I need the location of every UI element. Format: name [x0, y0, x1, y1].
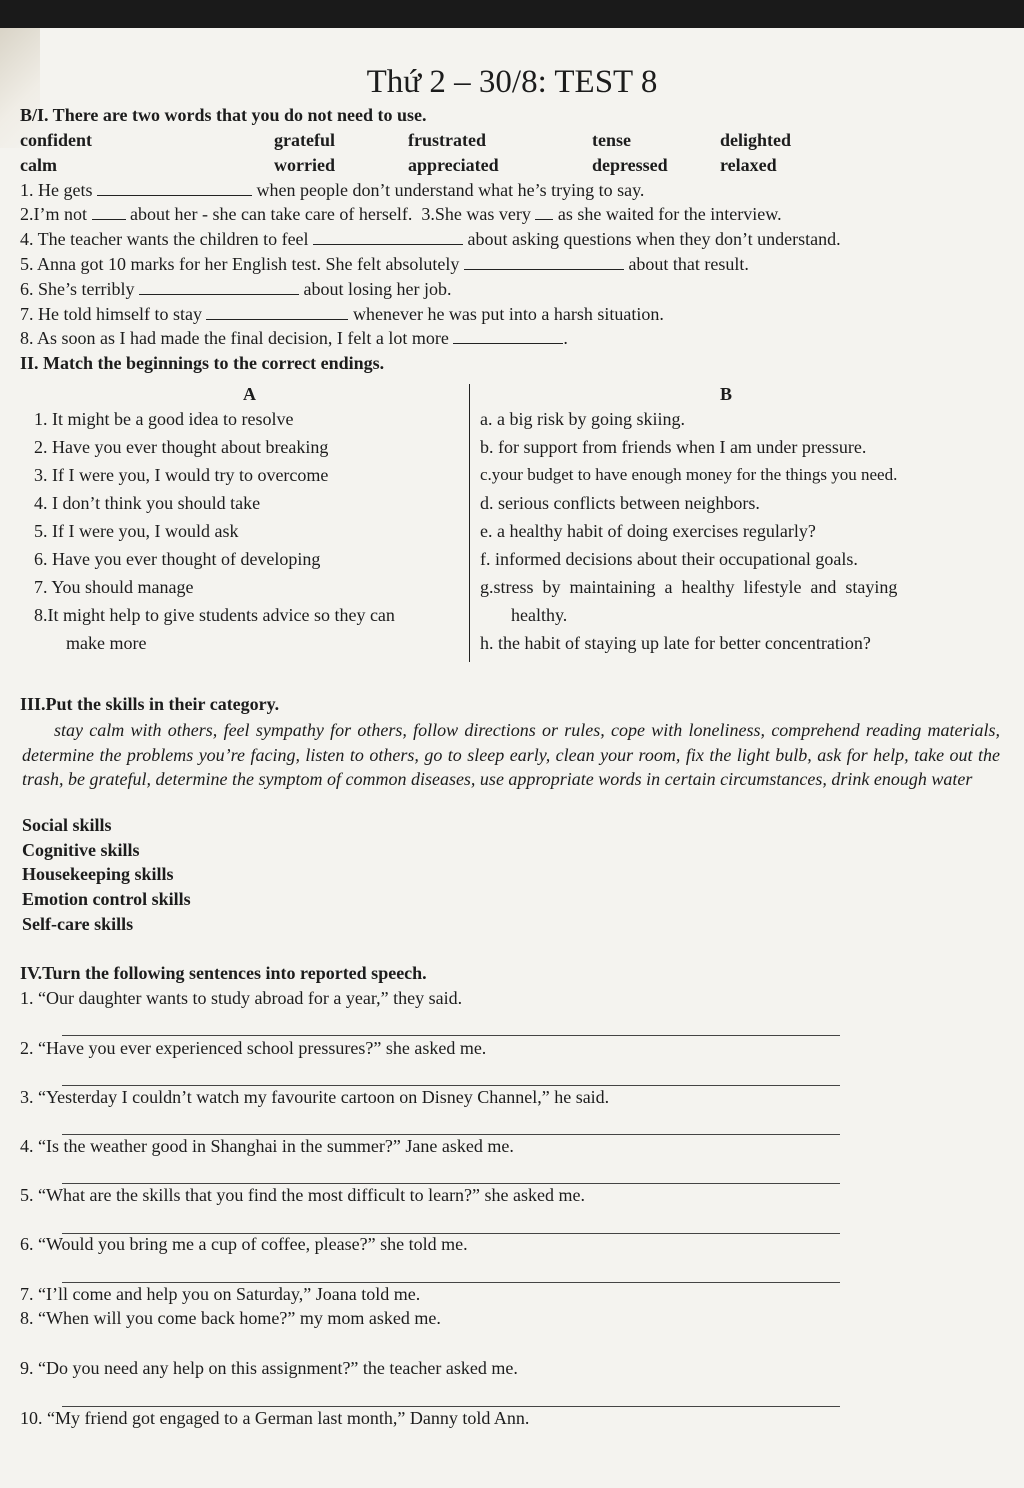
reported-speech-9: 9. “Do you need any help on this assignment?” the teacher asked me. [20, 1358, 518, 1378]
page-title: Thứ 2 – 30/8: TEST 8 [366, 64, 658, 100]
match-b-e: e. a healthy habit of doing exercises regularly? [480, 521, 816, 541]
match-a-8-cont: make more [66, 633, 147, 653]
match-b-a: a. a big risk by going skiing. [480, 409, 685, 429]
category-housekeeping: Housekeeping skills [22, 864, 174, 884]
category-cognitive: Cognitive skills [22, 840, 140, 860]
answer-line-4[interactable] [62, 1183, 840, 1184]
reported-speech-2: 2. “Have you ever experienced school pressures?” she asked me. [20, 1038, 487, 1058]
word-frustrated: frustrated [408, 130, 486, 150]
match-a-3: 3. If I were you, I would try to overcome [34, 465, 329, 485]
part1-question-5: 5. Anna got 10 marks for her English test. She felt absolutely about that result. [20, 254, 749, 274]
reported-speech-5: 5. “What are the skills that you find the most difficult to learn?” she asked me. [20, 1185, 586, 1205]
reported-speech-6: 6. “Would you bring me a cup of coffee, please?” she told me. [20, 1234, 468, 1254]
answer-line-3[interactable] [62, 1134, 840, 1135]
word-tense: tense [592, 130, 631, 150]
column-divider [469, 384, 470, 662]
part2-heading: II. Match the beginnings to the correct endings. [20, 353, 385, 373]
part1-question-8: 8. As soon as I had made the final decision, I felt a lot more . [20, 328, 568, 348]
match-b-h: h. the habit of staying up late for better concentration? [480, 633, 871, 653]
reported-speech-4: 4. “Is the weather good in Shanghai in the summer?” Jane asked me. [20, 1136, 514, 1156]
word-grateful: grateful [274, 130, 335, 150]
part3-heading: III.Put the skills in their category. [20, 694, 280, 714]
match-b-c: c.your budget to have enough money for the things you need. [480, 465, 898, 484]
word-appreciated: appreciated [408, 155, 499, 175]
part1-question-2-3: 2.I’m not about her - she can take care of herself. 3.She was very as she waited for the interview. [20, 204, 782, 224]
match-a-4: 4. I don’t think you should take [34, 493, 261, 513]
match-a-1: 1. It might be a good idea to resolve [34, 409, 294, 429]
match-b-b: b. for support from friends when I am under pressure. [480, 437, 867, 457]
word-depressed: depressed [592, 155, 668, 175]
column-a-header: A [243, 384, 256, 404]
word-calm: calm [20, 155, 57, 175]
word-delighted: delighted [720, 130, 792, 150]
match-b-d: d. serious conflicts between neighbors. [480, 493, 760, 513]
match-b-g: g.stress by maintaining a healthy lifestyle and staying [480, 577, 898, 597]
column-b-header: B [720, 384, 733, 404]
answer-blank[interactable] [206, 305, 348, 320]
answer-blank[interactable] [92, 205, 126, 220]
match-a-8: 8.It might help to give students advice so they can [34, 605, 395, 625]
reported-speech-8: 8. “When will you come back home?” my mom asked me. [20, 1308, 441, 1328]
answer-blank[interactable] [464, 255, 624, 270]
match-a-7: 7. You should manage [34, 577, 194, 597]
part4-heading: IV.Turn the following sentences into reported speech. [20, 963, 427, 983]
reported-speech-1: 1. “Our daughter wants to study abroad for a year,” they said. [20, 988, 463, 1008]
match-b-g-cont: healthy. [511, 605, 568, 625]
reported-speech-7: 7. “I’ll come and help you on Saturday,” Joana told me. [20, 1284, 421, 1304]
category-social: Social skills [22, 815, 112, 835]
match-a-2: 2. Have you ever thought about breaking [34, 437, 329, 457]
word-relaxed: relaxed [720, 155, 777, 175]
part1-question-4: 4. The teacher wants the children to feel about asking questions when they don’t understand. [20, 229, 841, 249]
answer-line-9[interactable] [62, 1406, 840, 1407]
match-a-5: 5. If I were you, I would ask [34, 521, 239, 541]
part1-question-1: 1. He gets when people don’t understand what he’s trying to say. [20, 180, 645, 200]
category-self-care: Self-care skills [22, 914, 134, 934]
part1-question-7: 7. He told himself to stay whenever he was put into a harsh situation. [20, 304, 664, 324]
answer-line-6[interactable] [62, 1282, 840, 1283]
answer-blank[interactable] [139, 280, 299, 295]
skills-list: stay calm with others, feel sympathy for others, follow directions or rules, cope with loneliness, comprehend reading materials, determine the problems you’re facing, listen to others, go to sleep early, clean your room, fix the light bulb, ask for help, take out the trash, be grateful, determine the symptom of common diseases, use appropriate words in certain circumstances, drink enough water [22, 720, 1000, 789]
answer-line-2[interactable] [62, 1085, 840, 1086]
answer-blank[interactable] [453, 329, 563, 344]
part1-question-6: 6. She’s terribly about losing her job. [20, 279, 452, 299]
answer-blank[interactable] [535, 205, 553, 220]
word-confident: confident [20, 130, 92, 150]
match-a-6: 6. Have you ever thought of developing [34, 549, 321, 569]
answer-line-1[interactable] [62, 1035, 840, 1036]
reported-speech-3: 3. “Yesterday I couldn’t watch my favourite cartoon on Disney Channel,” he said. [20, 1087, 610, 1107]
part1-heading: B/I. There are two words that you do not need to use. [20, 105, 427, 125]
match-b-f: f. informed decisions about their occupational goals. [480, 549, 858, 569]
answer-blank[interactable] [313, 230, 463, 245]
reported-speech-10: 10. “My friend got engaged to a German last month,” Danny told Ann. [20, 1408, 530, 1428]
answer-blank[interactable] [97, 181, 252, 196]
word-worried: worried [274, 155, 335, 175]
category-emotion-control: Emotion control skills [22, 889, 191, 909]
